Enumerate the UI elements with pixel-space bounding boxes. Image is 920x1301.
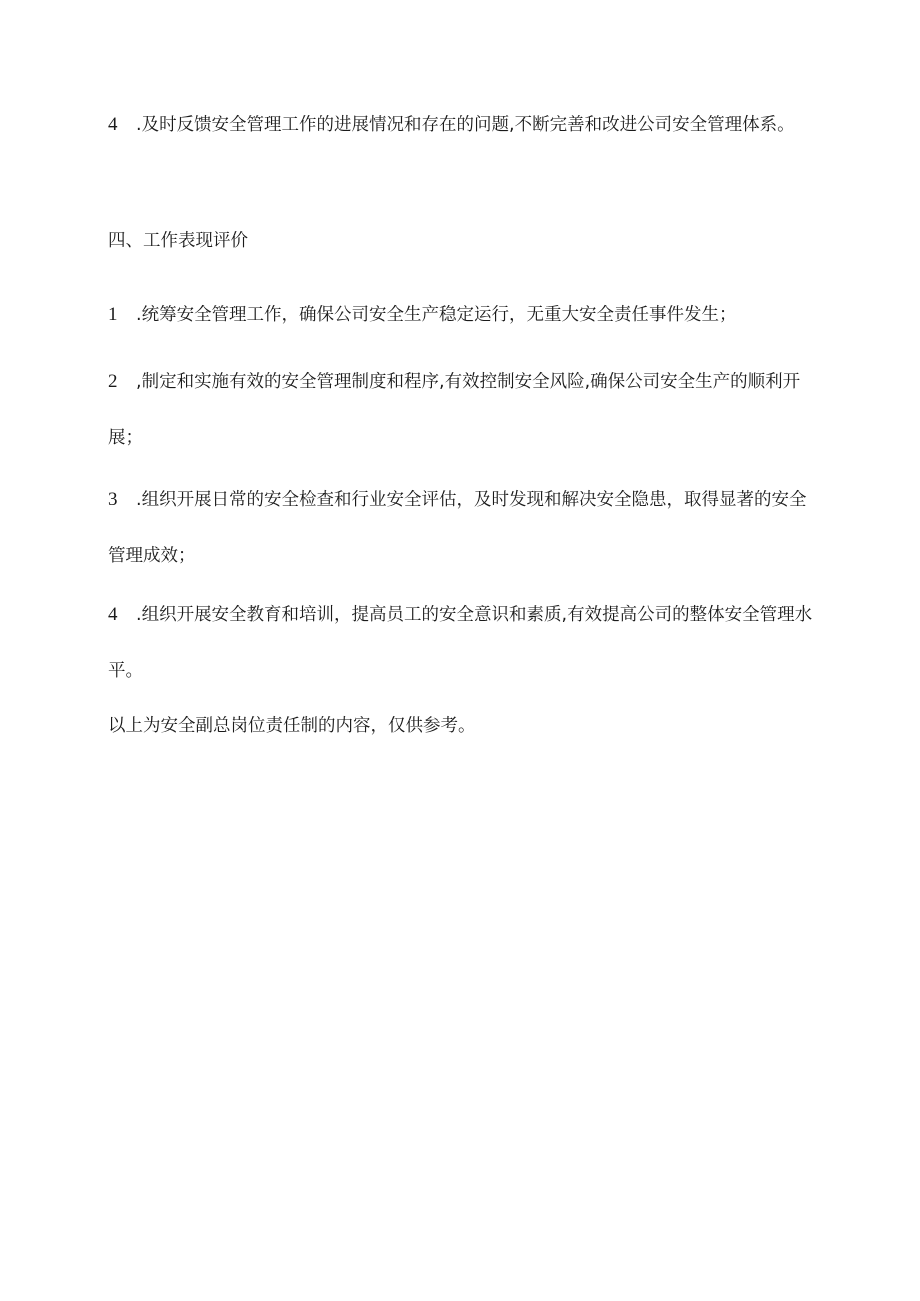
item-number: 4 bbox=[108, 114, 118, 135]
item-number: 1 bbox=[108, 304, 118, 325]
evaluation-item-3 bbox=[108, 472, 820, 584]
section-heading: 四、工作表现评价 bbox=[108, 231, 248, 251]
item-text: .统筹安全管理工作，确保公司安全生产稳定运行，无重大安全责任事件发生； bbox=[136, 305, 737, 325]
item-text: .组织开展安全教育和培训，提高员工的安全意识和素质,有效提高公司的整体安全管理水平。 bbox=[108, 605, 813, 681]
evaluation-item-1 bbox=[108, 287, 820, 343]
item-text: .组织开展日常的安全检查和行业安全评估，及时发现和解决安全隐患，取得显著的安全管理成效； bbox=[108, 490, 807, 566]
item-text: ,制定和实施有效的安全管理制度和程序,有效控制安全风险,确保公司安全生产的顺利开展； bbox=[108, 372, 801, 448]
paragraph-feedback bbox=[108, 97, 820, 153]
paragraph-text: .及时反馈安全管理工作的进展情况和存在的问题,不断完善和改进公司安全管理体系。 bbox=[136, 115, 795, 135]
item-number: 2 bbox=[108, 371, 118, 392]
closing-text: 以上为安全副总岗位责任制的内容，仅供参考。 bbox=[108, 716, 476, 736]
item-number: 4 bbox=[108, 604, 118, 625]
item-number: 3 bbox=[108, 489, 118, 510]
evaluation-item-2 bbox=[108, 354, 820, 466]
evaluation-item-4 bbox=[108, 587, 820, 699]
